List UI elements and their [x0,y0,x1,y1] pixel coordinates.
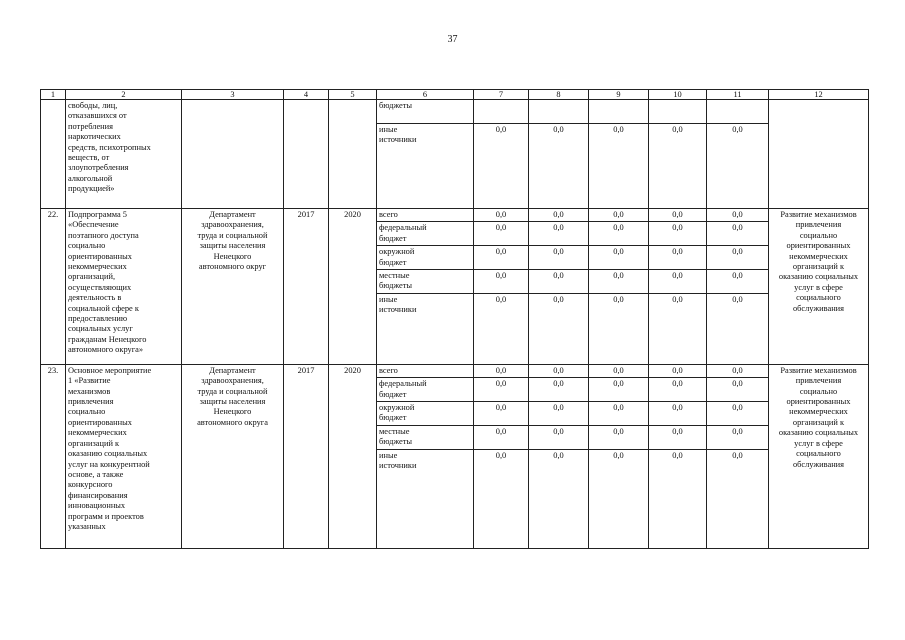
page-number: 37 [447,34,458,45]
program-name-cell: свободы, лиц, отказавшихся от потребления наркотических средств, психотропных веществ, от злоупотребления алкогольной продукцией» [66,100,182,209]
value-cell: 0,0 [529,378,589,402]
funding-source-cell: местные бюджеты [377,425,474,449]
row-number-cell [41,100,66,209]
end-year-cell: 2020 [329,209,377,365]
table-row [41,364,869,377]
value-cell: 0,0 [649,378,707,402]
funding-source-cell: иные источники [377,293,474,364]
table-row [41,100,869,124]
funding-source-cell: федеральный бюджет [377,222,474,246]
value-cell [474,100,529,124]
executor-cell: Департамент здравоохранения, труда и социальной защиты населения Ненецкого автономного округа [182,364,284,548]
value-cell: 0,0 [589,124,649,209]
value-cell: 0,0 [529,124,589,209]
value-cell: 0,0 [649,425,707,449]
funding-source-cell: всего [377,364,474,377]
value-cell: 0,0 [707,364,769,377]
value-cell: 0,0 [529,402,589,426]
value-cell: 0,0 [707,222,769,246]
column-header: 1 [41,90,66,100]
value-cell: 0,0 [707,425,769,449]
table-row [41,209,869,222]
row-number-cell: 22. [41,209,66,365]
value-cell: 0,0 [474,293,529,364]
value-cell: 0,0 [707,270,769,294]
column-header: 12 [769,90,869,100]
value-cell: 0,0 [707,124,769,209]
column-header: 6 [377,90,474,100]
column-header: 10 [649,90,707,100]
end-year-cell: 2020 [329,364,377,548]
end-year-cell [329,100,377,209]
value-cell: 0,0 [529,209,589,222]
value-cell: 0,0 [474,270,529,294]
result-cell: Развитие механизмов привлечения социально ориентированных некоммерческих организаций к оказанию социальных услуг в сфере социального обслуживания [769,209,869,365]
value-cell: 0,0 [589,293,649,364]
value-cell: 0,0 [474,402,529,426]
value-cell: 0,0 [529,449,589,548]
value-cell: 0,0 [589,246,649,270]
value-cell: 0,0 [707,209,769,222]
value-cell: 0,0 [589,378,649,402]
value-cell: 0,0 [474,378,529,402]
value-cell: 0,0 [649,293,707,364]
value-cell: 0,0 [649,209,707,222]
value-cell: 0,0 [707,293,769,364]
value-cell: 0,0 [649,449,707,548]
value-cell: 0,0 [529,293,589,364]
funding-source-cell: местные бюджеты [377,270,474,294]
start-year-cell [284,100,329,209]
value-cell: 0,0 [474,449,529,548]
value-cell: 0,0 [707,378,769,402]
value-cell: 0,0 [474,124,529,209]
value-cell: 0,0 [474,425,529,449]
value-cell: 0,0 [589,364,649,377]
value-cell: 0,0 [474,222,529,246]
value-cell: 0,0 [649,270,707,294]
start-year-cell: 2017 [284,209,329,365]
result-cell: Развитие механизмов привлечения социально ориентированных некоммерческих организаций к оказанию социальных услуг в сфере социального обслуживания [769,364,869,548]
value-cell: 0,0 [529,246,589,270]
value-cell [589,100,649,124]
column-header: 9 [589,90,649,100]
value-cell: 0,0 [474,246,529,270]
program-table [40,89,869,549]
value-cell: 0,0 [589,425,649,449]
column-header: 5 [329,90,377,100]
column-header: 7 [474,90,529,100]
value-cell: 0,0 [589,402,649,426]
funding-source-cell: иные источники [377,124,474,209]
column-header: 2 [66,90,182,100]
value-cell: 0,0 [649,246,707,270]
value-cell: 0,0 [589,209,649,222]
column-header: 3 [182,90,284,100]
funding-source-cell: бюджеты [377,100,474,124]
executor-cell [182,100,284,209]
row-number-cell: 23. [41,364,66,548]
value-cell: 0,0 [474,209,529,222]
value-cell: 0,0 [649,124,707,209]
start-year-cell: 2017 [284,364,329,548]
column-header: 4 [284,90,329,100]
value-cell: 0,0 [589,222,649,246]
value-cell: 0,0 [589,449,649,548]
funding-source-cell: всего [377,209,474,222]
funding-source-cell: окружной бюджет [377,402,474,426]
column-header-row [41,90,869,100]
value-cell: 0,0 [474,364,529,377]
value-cell: 0,0 [707,449,769,548]
value-cell [707,100,769,124]
value-cell: 0,0 [529,364,589,377]
value-cell: 0,0 [707,402,769,426]
value-cell: 0,0 [529,425,589,449]
column-header: 11 [707,90,769,100]
column-header: 8 [529,90,589,100]
program-name-cell: Подпрограмма 5 «Обеспечение поэтапного доступа социально ориентированных некоммерческих организаций, осуществляющих деятельность в социальной сфере к предоставлению социальных услуг гражданам Ненецкого автономного округа» [66,209,182,365]
funding-source-cell: федеральный бюджет [377,378,474,402]
funding-source-cell: иные источники [377,449,474,548]
value-cell: 0,0 [529,222,589,246]
value-cell [529,100,589,124]
value-cell: 0,0 [649,402,707,426]
value-cell [649,100,707,124]
value-cell: 0,0 [707,246,769,270]
program-name-cell: Основное мероприятие 1 «Развитие механизмов привлечения социально ориентированных некоммерческих организаций к оказанию социальных услуг на конкурентной основе, а также конкурсного финансирования инновационных программ и проектов указанных [66,364,182,548]
value-cell: 0,0 [529,270,589,294]
result-cell [769,100,869,209]
funding-source-cell: окружной бюджет [377,246,474,270]
executor-cell: Департамент здравоохранения, труда и социальной защиты населения Ненецкого автономного округ [182,209,284,365]
value-cell: 0,0 [649,222,707,246]
value-cell: 0,0 [589,270,649,294]
value-cell: 0,0 [649,364,707,377]
